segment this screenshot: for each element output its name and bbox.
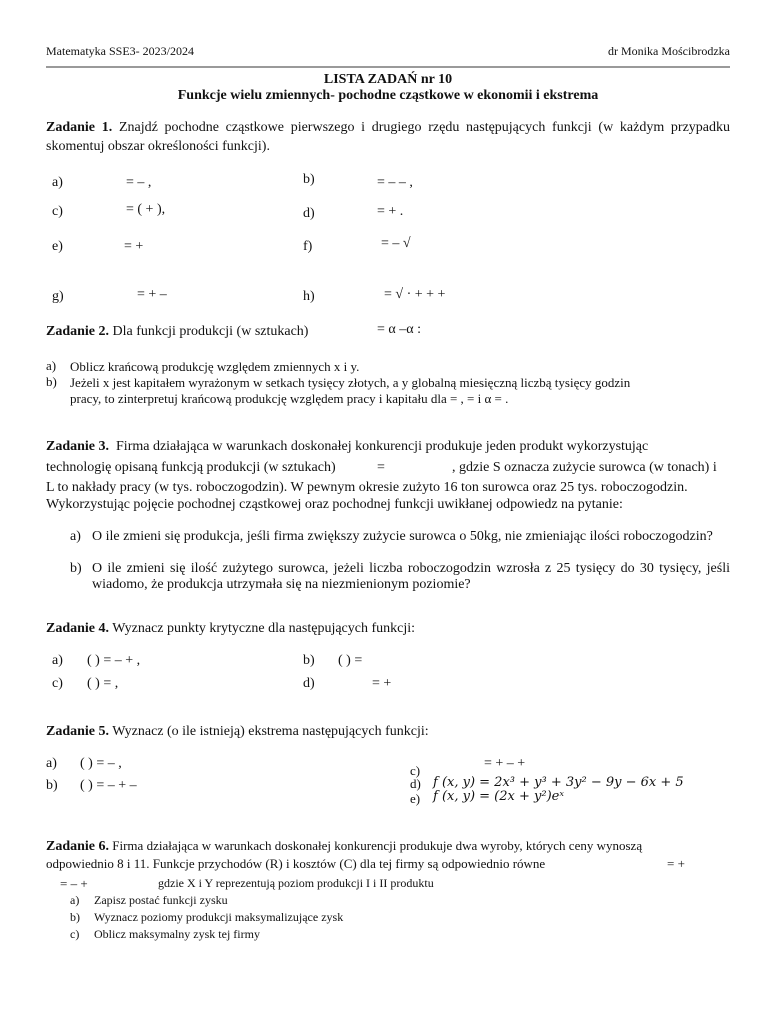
- task1-g-label: g): [52, 289, 64, 304]
- task5-e-expr: f (x, y) = (2x + y²)eˣ: [433, 789, 564, 804]
- task1-f-label: f): [303, 239, 313, 254]
- task4-heading: Zadanie 4.: [46, 621, 110, 636]
- task3-b-label: b): [70, 561, 82, 576]
- task3-line2c: , gdzie S oznacza zużycie surowca (w tonach) i: [452, 460, 717, 475]
- task1-f-expr: = – √: [381, 236, 411, 251]
- task6-c-text: Oblicz maksymalny zysk tej firmy: [94, 927, 260, 941]
- task3-text1: Firma działająca w warunkach doskonałej konkurencji produkuje jeden produkt wykorzystując: [116, 439, 649, 454]
- task2-b-text1: Jeżeli x jest kapitałem wyrażonym w setkach tysięcy złotych, a y globalną miesięczną liczbą tysięcy godzin: [70, 375, 631, 390]
- task3-heading: Zadanie 3.: [46, 439, 110, 454]
- task1-g-expr: = + –: [137, 287, 167, 302]
- task1-d-label: d): [303, 206, 315, 221]
- task1-e-expr: = +: [124, 239, 144, 254]
- task1-h-label: h): [303, 289, 315, 304]
- task5-d-expr: f (x, y) = 2x³ + y³ + 3y² − 9y − 6x + 5: [433, 775, 684, 790]
- task5-text: Wyznacz (o ile istnieją) ekstrema następujących funkcji:: [112, 724, 429, 739]
- task5-c-label: c): [410, 763, 421, 778]
- task1-b-expr: = – – ,: [377, 175, 413, 190]
- task6-b-label: b): [70, 910, 80, 924]
- task2-intro: [46, 324, 308, 340]
- task3-b-text: O ile zmieni się ilość zużytego surowca, jeżeli liczba roboczogodzin wzrosła z 25 tysięcy do 30 tysięcy, jeśli wiadomo, że produkcja utrzymała się na niezmienionym poziomie?: [92, 561, 730, 592]
- task1-c-label: c): [52, 204, 63, 219]
- task3-line1: [46, 437, 730, 456]
- task3-line3: L to nakłady pracy (w tys. roboczogodzin). W pewnym okresie zużyto 16 ton surowca oraz 25 tys. roboczogodzin.: [46, 480, 688, 495]
- task2-a-label: a): [46, 358, 57, 373]
- task5-c-expr: = + – +: [484, 756, 526, 771]
- task4-intro: [46, 621, 415, 637]
- task5-a-expr: ( ) = – ,: [80, 756, 122, 771]
- task2-b-text2: pracy, to zinterpretuj krańcową produkcję względem pracy i kapitału dla = , = i α = .: [70, 391, 509, 406]
- task6-text1: Firma działająca w warunkach doskonałej konkurencji produkuje dwa wyroby, których ceny wynoszą: [112, 838, 643, 853]
- task5-e-label: e): [410, 791, 421, 806]
- task1-heading: Zadanie 1.: [46, 120, 113, 135]
- task6-b-text: Wyznacz poziomy produkcji maksymalizujące zysk: [94, 910, 344, 924]
- task1-text: Znajdź pochodne cząstkowe pierwszego i drugiego rzędu następujących funkcji (w każdym przypadku skomentuj obszar określoności funkcji).: [46, 120, 731, 154]
- task1-a-label: a): [52, 175, 63, 190]
- task4-b-label: b): [303, 653, 315, 668]
- task1-e-label: e): [52, 239, 63, 254]
- task2-text: Dla funkcji produkcji (w sztukach): [112, 324, 309, 339]
- task1-b-label: b): [303, 172, 315, 187]
- task1-h-expr: = √ · + + +: [384, 287, 446, 302]
- task3-a-text: O ile zmieni się produkcja, jeśli firma zwiększy zużycie surowca o 50kg, nie zmieniając ilości roboczogodzin?: [92, 529, 713, 544]
- task2-heading: Zadanie 2.: [46, 324, 110, 339]
- task4-b-expr: ( ) =: [338, 653, 363, 668]
- task3-a-label: a): [70, 529, 81, 544]
- task5-intro: [46, 724, 429, 740]
- task6-a-label: a): [70, 893, 80, 907]
- task4-a-label: a): [52, 653, 63, 668]
- task1-c-expr: = ( + ),: [126, 202, 166, 217]
- task1-d-expr: = + .: [377, 204, 404, 219]
- task3-line2a: technologię opisaną funkcją produkcji (w sztukach): [46, 460, 336, 475]
- task2-formula: = α –α :: [377, 322, 421, 337]
- task1-intro: [46, 118, 730, 156]
- task5-heading: Zadanie 5.: [46, 724, 110, 739]
- task4-c-expr: ( ) = ,: [87, 676, 119, 691]
- list-title: LISTA ZADAŃ nr 10: [323, 72, 453, 87]
- task6-line2b: = +: [667, 856, 685, 871]
- task5-d-label: d): [410, 776, 421, 791]
- task4-d-label: d): [303, 676, 315, 691]
- task3-line4: Wykorzystując pojęcie pochodnej cząstkowej oraz pochodnej funkcji uwikłanej odpowiedz na pytanie:: [46, 497, 623, 512]
- task4-text: Wyznacz punkty krytyczne dla następujących funkcji:: [112, 621, 416, 636]
- task3-line2b: =: [377, 460, 385, 475]
- task2-a-text: Oblicz krańcową produkcję względem zmiennych x i y.: [70, 359, 360, 374]
- header-left: Matematyka SSE3- 2023/2024: [46, 44, 194, 58]
- task6-line2a: odpowiednio 8 i 11. Funkcje przychodów (R) i kosztów (C) dla tej firmy są odpowiednio równe: [46, 856, 546, 871]
- task6-c-label: c): [70, 927, 80, 941]
- task5-b-label: b): [46, 778, 58, 793]
- task4-c-label: c): [52, 676, 63, 691]
- task4-d-expr: = +: [372, 676, 392, 691]
- task1-a-expr: = – ,: [126, 175, 152, 190]
- task6-line1: [46, 838, 642, 855]
- header-right: dr Monika Mościbrodzka: [608, 44, 730, 58]
- task6-line3a: = – +: [60, 876, 88, 891]
- task5-b-expr: ( ) = – + –: [80, 778, 137, 793]
- task6-heading: Zadanie 6.: [46, 839, 110, 854]
- task5-a-label: a): [46, 756, 57, 771]
- task6-line3b: gdzie X i Y reprezentują poziom produkcji I i II produktu: [158, 876, 434, 890]
- task2-b-label: b): [46, 374, 57, 389]
- task6-a-text: Zapisz postać funkcji zysku: [94, 893, 228, 907]
- task4-a-expr: ( ) = – + ,: [87, 653, 141, 668]
- header-rule: [46, 66, 730, 68]
- list-subtitle: Funkcje wielu zmiennych- pochodne cząstkowe w ekonomii i ekstrema: [177, 88, 599, 103]
